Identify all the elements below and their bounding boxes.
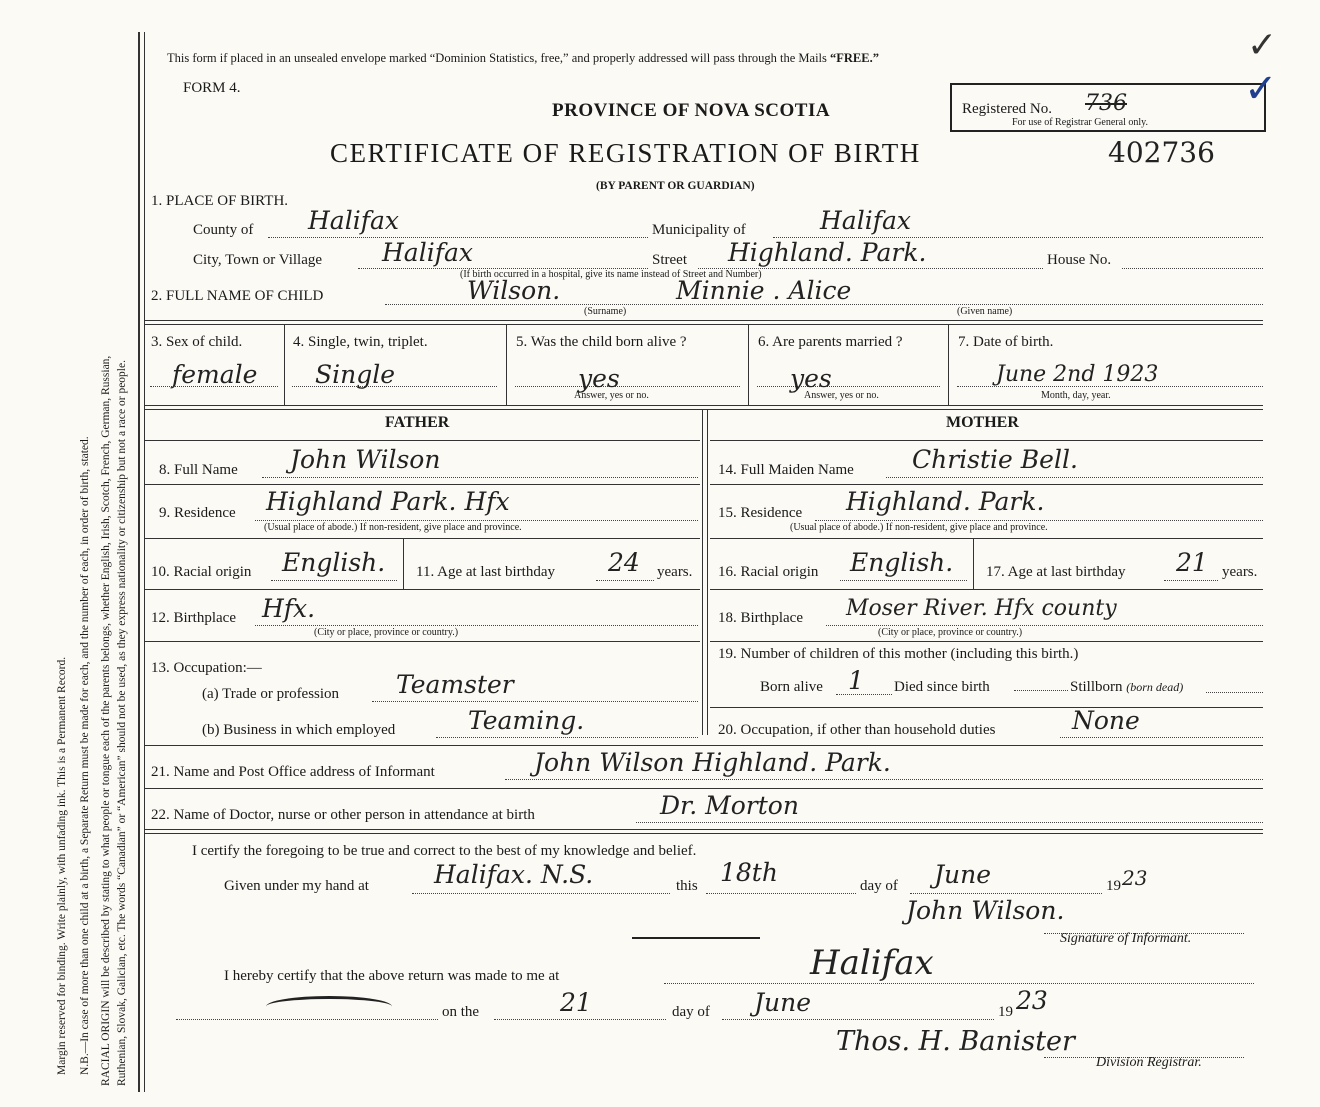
street-label: Street: [652, 252, 687, 268]
mailing-note-free: “FREE.”: [830, 51, 879, 65]
side-note-1: Margin reserved for binding. Write plainly, with unfading ink. This is a Permanent Record.: [56, 656, 68, 1075]
mother-birthplace-note: (City or place, province or country.): [878, 627, 1023, 638]
mother-occupation-value: None: [1072, 706, 1140, 735]
handwritten-cert-number: 402736: [1108, 136, 1215, 169]
given-day-value: 18th: [720, 858, 778, 887]
certify-statement: I certify the foregoing to be true and correct to the best of my knowledge and belief.: [192, 843, 697, 859]
registrar-place-line: [664, 983, 1254, 984]
page-title: CERTIFICATE OF REGISTRATION OF BIRTH: [330, 138, 921, 168]
given-month-value: June: [934, 860, 992, 889]
rule-informant-top: [145, 745, 1263, 746]
father-name-label: 8. Full Name: [159, 462, 238, 478]
doctor-line: [636, 822, 1263, 823]
father-business-value: Teaming.: [468, 706, 585, 735]
mother-name-label: 14. Full Maiden Name: [718, 462, 854, 478]
mother-rule-2: [710, 538, 1263, 539]
father-age-label: 11. Age at last birthday: [416, 564, 555, 580]
county-value: Halifax: [308, 206, 399, 235]
father-race-label: 10. Racial origin: [151, 564, 252, 580]
surname-note: (Surname): [584, 306, 627, 317]
registrar-mark-line: [176, 1019, 438, 1020]
father-business-line: [436, 737, 698, 738]
father-heading: FATHER: [385, 414, 450, 431]
mother-birthplace-value: Moser River. Hfx county: [846, 596, 1117, 621]
mother-birthplace-line: [826, 625, 1263, 626]
registrar-day-line: [494, 1019, 666, 1020]
mother-children-label: 19. Number of children of this mother (including this birth.): [718, 646, 1079, 662]
house-no-line: [1122, 268, 1263, 269]
mother-age-value: 21: [1176, 548, 1208, 577]
mother-residence-line: [815, 520, 1263, 521]
margin-rule: [138, 32, 140, 1092]
registrar-place-value: Halifax: [810, 943, 934, 983]
mailing-note: [167, 51, 879, 66]
born-alive-label: 5. Was the child born alive ?: [516, 334, 687, 350]
mother-name-line: [886, 477, 1263, 478]
married-line: [757, 386, 940, 387]
doctor-value: Dr. Morton: [660, 791, 799, 820]
margin-rule-inner: [144, 32, 145, 1092]
mother-residence-label: 15. Residence: [718, 505, 803, 521]
registrar-statement: I hereby certify that the above return was made to me at: [224, 968, 560, 984]
place-of-birth-heading: 1. PLACE OF BIRTH.: [151, 193, 289, 209]
rule-mid-1: [145, 405, 1263, 406]
mother-rule-1: [710, 484, 1263, 485]
registrar-month-line: [722, 1019, 994, 1020]
date-note: Month, day, year.: [1041, 390, 1111, 401]
county-label: County of: [193, 222, 254, 238]
row3-divider-1: [284, 325, 285, 405]
father-residence-note: (Usual place of abode.) If non-resident, give place and province.: [264, 522, 522, 533]
informant-label: 21. Name and Post Office address of Informant: [151, 764, 435, 780]
father-business-label: (b) Business in which employed: [202, 722, 396, 738]
registrar-signature: Thos. H. Banister: [836, 1026, 1075, 1057]
mother-race-value: English.: [850, 548, 954, 577]
mother-race-divider: [973, 539, 974, 589]
father-occupation-label: 13. Occupation:—: [151, 660, 262, 676]
registrar-day-value: 21: [560, 988, 592, 1017]
side-note-4: Ruthenian, Slovak, Galician, etc. The words “Canadian” or “American” should not be used, as they express nationality or citizenship but not a race or people.: [116, 360, 128, 1086]
mother-heading-rule: [710, 440, 1263, 441]
father-trade-line: [372, 701, 698, 702]
signature-dash: [632, 937, 760, 939]
registrar-year-prefix: 19: [998, 1004, 1013, 1020]
mother-residence-note: (Usual place of abode.) If non-resident, give place and province.: [790, 522, 1048, 533]
rule-doctor-1: [145, 829, 1263, 830]
rule-informant-bottom: [145, 788, 1263, 789]
married-label: 6. Are parents married ?: [758, 334, 903, 350]
father-race-value: English.: [282, 548, 386, 577]
father-rule-3: [145, 589, 700, 590]
mother-stillborn-line: [1206, 692, 1263, 693]
rule-top-1: [145, 320, 1263, 321]
registered-no-value: 736: [1085, 91, 1127, 116]
registrar-signature-label: Division Registrar.: [1096, 1055, 1202, 1070]
check-mark-icon: ✓: [1247, 25, 1278, 66]
father-rule-2: [145, 538, 700, 539]
informant-line: [505, 779, 1263, 780]
mailing-note-text: This form if placed in an unsealed envelope marked “Dominion Statistics, free,” and properly addressed will pass through the Mails: [167, 51, 827, 65]
father-name-line: [262, 477, 698, 478]
born-alive-value: yes: [578, 364, 620, 393]
child-name-label: 2. FULL NAME OF CHILD: [151, 288, 324, 304]
registrar-day-of-label: day of: [672, 1004, 710, 1020]
mother-born-alive-line: [836, 694, 892, 695]
registrar-scribble: [266, 996, 392, 1017]
mother-rule-5: [710, 707, 1263, 708]
mother-age-years: years.: [1222, 564, 1258, 580]
given-place-value: Halifax. N.S.: [434, 860, 594, 889]
given-day-of-label: day of: [860, 878, 898, 894]
mother-stillborn-note: (born dead): [1126, 680, 1184, 694]
city-label: City, Town or Village: [193, 252, 323, 268]
registered-no-box: [950, 83, 1266, 132]
registered-no-note: For use of Registrar General only.: [1012, 117, 1148, 128]
father-heading-rule: [145, 440, 700, 441]
sex-label: 3. Sex of child.: [151, 334, 243, 350]
given-year-value: 23: [1122, 866, 1148, 890]
mother-rule-4: [710, 641, 1263, 642]
mother-age-line: [1164, 580, 1218, 581]
form-number: FORM 4.: [183, 80, 241, 96]
row3-divider-3: [748, 325, 749, 405]
street-value: Highland. Park.: [728, 238, 927, 267]
date-label: 7. Date of birth.: [958, 334, 1054, 350]
married-note: Answer, yes or no.: [804, 390, 879, 401]
father-trade-label: (a) Trade or profession: [202, 686, 340, 702]
born-alive-note: Answer, yes or no.: [574, 390, 649, 401]
mother-stillborn-label: [1070, 679, 1183, 696]
blue-check-mark-icon: ✓: [1244, 66, 1278, 112]
given-name-note: (Given name): [957, 306, 1013, 317]
mother-race-line: [840, 580, 967, 581]
mother-occupation-line: [1060, 737, 1263, 738]
sex-value: female: [172, 360, 258, 389]
house-no-label: House No.: [1047, 252, 1112, 268]
registrar-on-the-label: on the: [442, 1004, 480, 1020]
father-race-line: [271, 580, 397, 581]
city-value: Halifax: [382, 238, 473, 267]
mother-heading: MOTHER: [946, 414, 1019, 431]
informant-signature: John Wilson.: [906, 896, 1065, 925]
municipality-value: Halifax: [820, 206, 911, 235]
father-residence-line: [255, 520, 698, 521]
given-under-label: Given under my hand at: [224, 878, 369, 894]
mother-born-alive-label: Born alive: [760, 679, 823, 695]
father-rule-1: [145, 484, 700, 485]
row3-divider-2: [506, 325, 507, 405]
rule-mid-2: [145, 409, 1263, 410]
mother-rule-3: [710, 589, 1263, 590]
father-birthplace-note: (City or place, province or country.): [314, 627, 459, 638]
given-year-prefix: 19: [1106, 878, 1121, 894]
side-note-3: RACIAL ORIGIN will be described by stating to what people or tongue each of the parents belongs, whether English, Irish, Scotch, French, German, Russian,: [100, 355, 112, 1086]
mother-birthplace-label: 18. Birthplace: [718, 610, 803, 626]
mother-age-label: 17. Age at last birthday: [986, 564, 1126, 580]
mother-name-value: Christie Bell.: [912, 445, 1078, 474]
father-name-value: John Wilson: [290, 445, 441, 474]
given-place-line: [412, 893, 670, 894]
father-trade-value: Teamster: [396, 670, 514, 699]
registrar-month-value: June: [754, 988, 812, 1017]
hospital-note: (If birth occurred in a hospital, give its name instead of Street and Number): [460, 269, 762, 280]
informant-value: John Wilson Highland. Park.: [534, 748, 891, 777]
rule-doctor-2: [145, 833, 1263, 834]
married-value: yes: [790, 364, 832, 393]
page-subtitle: (BY PARENT OR GUARDIAN): [596, 180, 755, 192]
doctor-label: 22. Name of Doctor, nurse or other person in attendance at birth: [151, 807, 535, 823]
given-month-line: [910, 893, 1102, 894]
side-note-2: N.B.—In case of more than one child at a birth, a Separate Return must be made for each, and the number of each, in order of birth, stated.: [79, 436, 91, 1075]
row3-divider-4: [948, 325, 949, 405]
father-residence-value: Highland Park. Hfx: [266, 487, 510, 516]
date-value: June 2nd 1923: [996, 362, 1159, 387]
given-this-label: this: [676, 878, 698, 894]
father-residence-label: 9. Residence: [159, 505, 236, 521]
child-given-name: Minnie . Alice: [676, 276, 852, 305]
plurality-label: 4. Single, twin, triplet.: [293, 334, 428, 350]
father-birthplace-label: 12. Birthplace: [151, 610, 236, 626]
parents-divider-2: [707, 410, 708, 735]
father-birthplace-value: Hfx.: [262, 594, 316, 623]
father-age-years: years.: [657, 564, 693, 580]
mother-residence-value: Highland. Park.: [846, 487, 1045, 516]
mother-stillborn-text: Stillborn: [1070, 679, 1123, 695]
father-race-divider: [403, 539, 404, 589]
father-age-line: [596, 580, 654, 581]
registered-no-label: Registered No.: [962, 101, 1052, 117]
informant-signature-label: Signature of Informant.: [1060, 931, 1192, 946]
father-age-value: 24: [608, 548, 640, 577]
rule-top-2: [145, 324, 1263, 325]
parents-divider-1: [702, 410, 703, 735]
mother-died-label: Died since birth: [894, 679, 990, 695]
mother-born-alive-value: 1: [848, 666, 864, 695]
municipality-label: Municipality of: [652, 222, 746, 238]
mother-race-label: 16. Racial origin: [718, 564, 819, 580]
given-day-line: [706, 893, 856, 894]
father-birthplace-line: [255, 625, 698, 626]
province-heading: PROVINCE OF NOVA SCOTIA: [552, 100, 831, 121]
registrar-year-value: 23: [1016, 986, 1048, 1015]
mother-occupation-label: 20. Occupation, if other than household duties: [718, 722, 996, 738]
plurality-value: Single: [315, 360, 396, 389]
child-surname: Wilson.: [467, 276, 561, 305]
father-rule-4: [145, 641, 700, 642]
mother-died-line: [1014, 690, 1068, 691]
born-alive-line: [515, 386, 740, 387]
